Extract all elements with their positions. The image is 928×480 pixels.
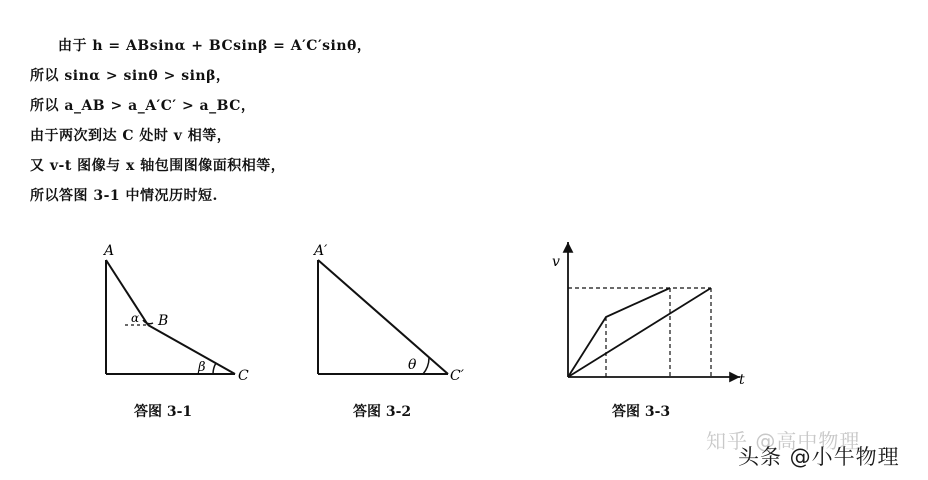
label-C: C: [238, 368, 249, 384]
axis-label-v: v: [552, 254, 560, 270]
figure-3-1-diagram: [95, 240, 265, 390]
caption-fig-3-1: 答图 3-1: [134, 404, 193, 420]
text-line-6: 所以答图 3-1 中情况历时短.: [30, 188, 218, 204]
watermark-zhihu: 知乎 @高中物理: [706, 429, 861, 453]
label-C-prime: C′: [450, 368, 464, 384]
label-A: A: [104, 243, 115, 259]
text-line-3: 所以 a_AB > a_A′C′ > a_BC，: [30, 98, 256, 114]
watermark-toutiao: 头条 @小牛物理: [738, 445, 900, 469]
caption-fig-3-2: 答图 3-2: [353, 404, 412, 420]
text-line-2: 所以 sinα > sinθ > sinβ，: [30, 68, 231, 84]
label-A-prime: A′: [314, 243, 328, 259]
figure-3-2-diagram: [305, 240, 475, 390]
caption-fig-3-3: 答图 3-3: [612, 404, 671, 420]
text-line-4: 由于两次到达 C 处时 v 相等，: [30, 128, 232, 144]
label-theta: θ: [408, 357, 417, 373]
figure-3-3-vt-graph: [545, 236, 755, 396]
text-line-5: 又 v-t 图像与 x 轴包围图像面积相等，: [30, 158, 286, 174]
text-line-1: 由于 h = ABsinα + BCsinβ = A′C′sinθ，: [58, 38, 372, 54]
label-alpha: α: [131, 311, 140, 325]
label-B: B: [158, 313, 169, 329]
label-beta: β: [198, 360, 206, 375]
axis-label-t: t: [739, 372, 745, 388]
